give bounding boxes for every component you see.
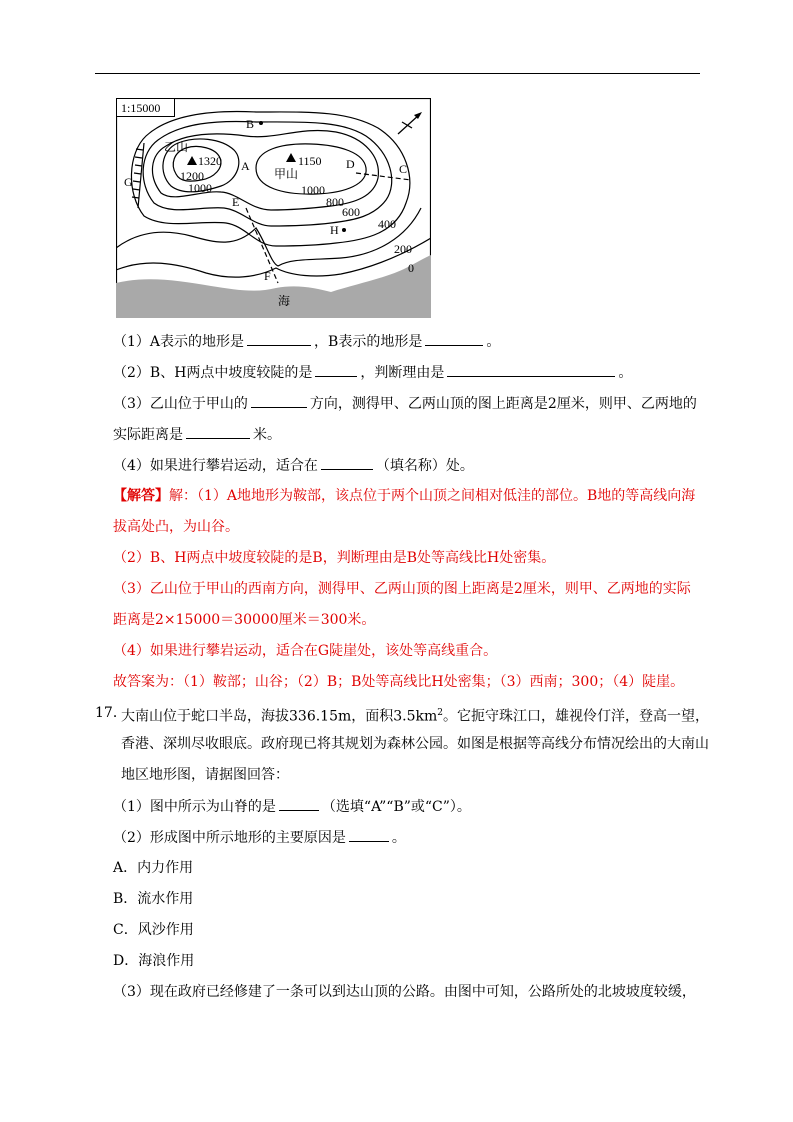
map-label: 600 [342,205,360,219]
q17-option-b[interactable]: B．流水作用 [113,891,194,907]
answer-blank[interactable] [279,796,319,811]
map-label: A [241,159,250,173]
header-rule [95,73,700,74]
answer-line-4: （3）乙山位于甲山的西南方向，测得甲、乙两山顶的图上距离是2厘米，则甲、乙两地的实际 [113,581,691,597]
q17-option-a[interactable]: A．内力作用 [113,860,194,876]
answer-blank[interactable] [425,331,483,346]
q16-part3: （3）乙山位于甲山的 方向，测得甲、乙两山顶的图上距离是2厘米，则甲、乙两地的 [113,393,697,414]
q17-option-c[interactable]: C．风沙作用 [113,922,194,938]
q17-stem-3: 地区地形图，请据图回答： [121,767,289,783]
q16-part1: （1）A表示的地形是 ，B表示的地形是 。 [113,331,500,352]
answer-blank[interactable] [321,455,373,470]
map-label: 甲山 [274,167,299,181]
answer-line-5: 距离是2×15000＝30000厘米＝300米。 [113,612,376,628]
point-h [342,228,346,232]
answer-summary: 故答案为：（1）鞍部；山谷；（2）B；B处等高线比H处密集；（3）西南；300；（4）陡崖。 [113,674,685,690]
map-label: 200 [394,242,412,256]
q16-part2: （2）B、H两点中坡度较陡的是 ，判断理由是 。 [113,362,632,383]
q16-part3-cont: 实际距离是 米。 [113,424,281,445]
answer-line-3: （2）B、H两点中坡度较陡的是B，判断理由是B处等高线比H处密集。 [113,550,556,566]
answer-line-2: 拔高处凸，为山谷。 [113,519,239,535]
q17-part2: （2）形成图中所示地形的主要原因是 。 [113,827,406,848]
q17-number: 17． [95,705,127,721]
answer-blank[interactable] [447,362,615,377]
answer-line-1: 【解答】解：（1）A地地形为鞍部，该点位于两个山顶之间相对低洼的部位。B地的等高线向海 [113,488,696,504]
map-label: 1320 [198,154,222,168]
q16-part4: （4）如果进行攀岩运动，适合在 （填名称）处。 [113,455,474,476]
answer-blank[interactable] [251,393,307,408]
map-label: 400 [378,217,396,231]
map-label: 1000 [301,183,325,197]
map-label: D [346,157,355,171]
scale-label: 1:15000 [121,101,161,115]
answer-blank[interactable] [247,331,311,346]
contour-map [116,98,431,318]
map-label: F [264,269,271,283]
map-label: 乙山 [164,140,189,154]
map-label: 0 [408,261,414,275]
map-label: 800 [326,195,344,209]
answer-line-6: （4）如果进行攀岩运动，适合在G陡崖处，该处等高线重合。 [113,643,498,659]
q17-option-d[interactable]: D．海浪作用 [113,953,195,969]
point-b [259,121,263,125]
map-label: H [330,223,339,237]
q17-stem-1: 大南山位于蛇口半岛，海拔336.15m，面积$3.5km^2$。它扼守珠江口，雄视伶仃洋，登高一望， [121,708,710,725]
q17-stem-2: 香港、深圳尽收眼底。政府现已将其规划为森林公园。如图是根据等高线分布情况绘出的大南山 [121,736,709,752]
answer-blank[interactable] [315,362,357,377]
map-label: 1000 [188,181,212,195]
map-label: C [399,162,408,176]
map-label: G [124,175,133,189]
map-label: E [232,195,240,209]
map-label: 海 [278,294,291,308]
answer-blank[interactable] [186,424,250,439]
answer-blank[interactable] [349,827,389,842]
map-label: B [246,117,255,131]
q17-part3: （3）现在政府已经修建了一条可以到达山顶的公路。由图中可知，公路所处的北坡坡度较缓， [113,984,696,1000]
q17-part1: （1）图中所示为山脊的是 （选填“A”“B”或“C”）。 [113,796,471,817]
map-label: 1150 [298,154,322,168]
map-label: 1200 [180,169,204,183]
